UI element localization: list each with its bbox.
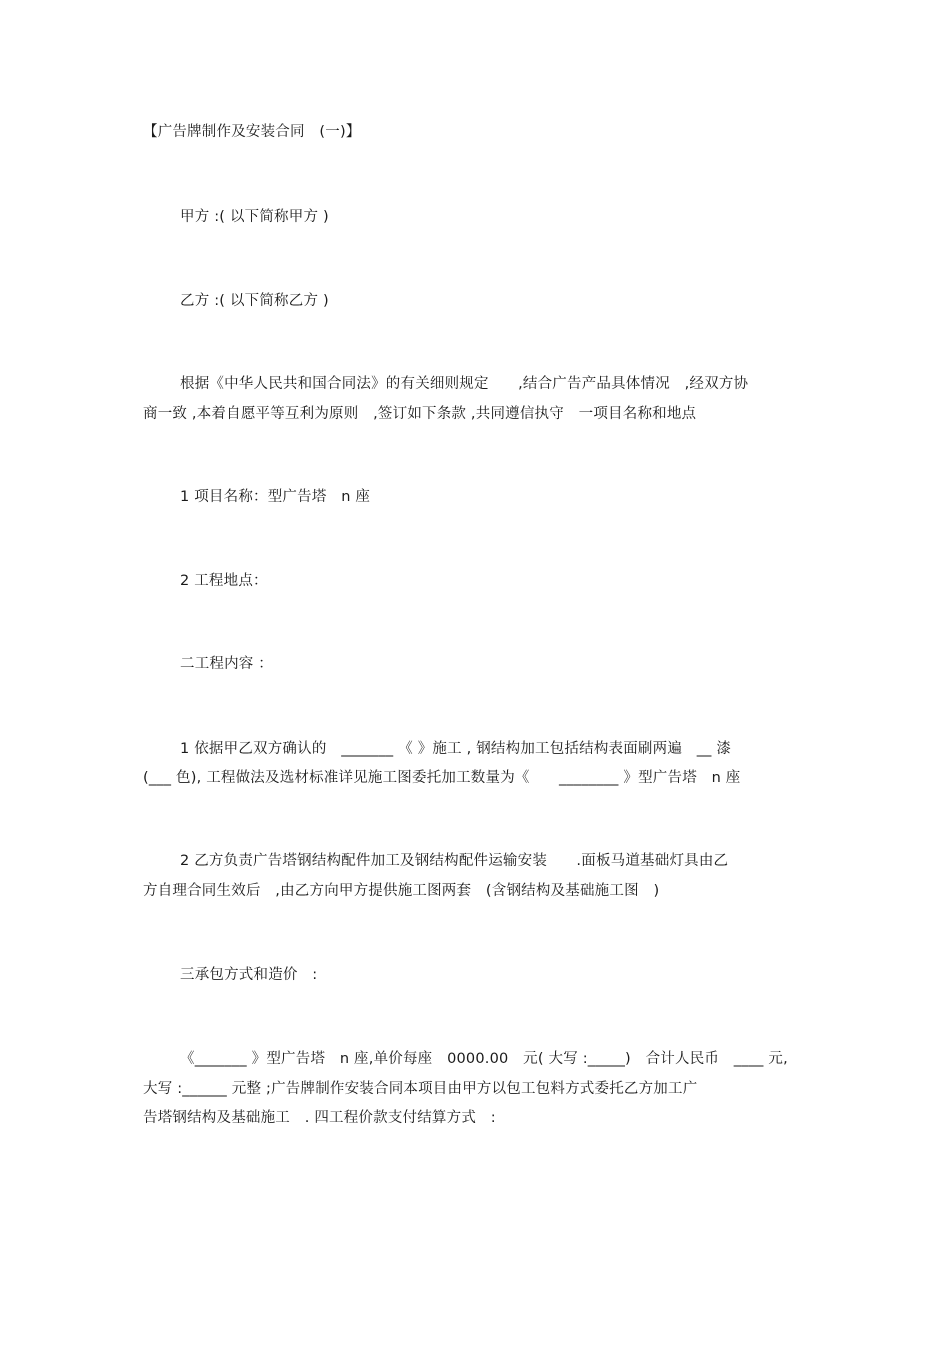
pricing-line-1: 《_______ 》型广告塔 n 座,单价每座 0000.00 元( 大写 :_____) 合计人民币 ____ 元, <box>180 1051 788 1067</box>
preamble-line-2: 商一致 ,本着自愿平等互利为原则 ,签订如下条款 ,共同遵信执守 一项目名称和地点 <box>143 406 697 422</box>
preamble-line-1: 根据《中华人民共和国合同法》的有关细则规定 ,结合广告产品具体情况 ,经双方协 <box>180 376 749 392</box>
pricing-line-3: 告塔钢结构及基础施工 . 四工程价款支付结算方式 : <box>143 1110 496 1126</box>
item-location-line: 2 工程地点： <box>180 573 268 589</box>
party-a-line: 甲方 :( 以下简称甲方 ) <box>180 209 329 225</box>
pricing-line-2: 大写 :______ 元整 ;广告牌制作安装合同本项目由甲方以包工包料方式委托乙方加工广 <box>143 1081 698 1097</box>
section-two-heading: 二工程内容 ： <box>180 656 274 672</box>
clause-one-line-2: (___ 色), 工程做法及选材标准详见施工图委托加工数量为《 ________ 》型广告塔 n 座 <box>143 770 741 786</box>
clause-two-line-1: 2 乙方负责广告塔钢结构配件加工及钢结构配件运输安装 .面板马道基础灯具由乙 <box>180 853 729 869</box>
document-title: 【广告牌制作及安装合同 (一)】 <box>143 124 361 140</box>
clause-two-line-2: 方自理合同生效后 ,由乙方向甲方提供施工图两套 (含钢结构及基础施工图 ) <box>143 883 660 899</box>
item-name-line: 1 项目名称：型广告塔 n 座 <box>180 489 371 505</box>
clause-one-line-1: 1 依据甲乙双方确认的 _______ 《 》施工 , 钢结构加工包括结构表面刷两遍 __ 漆 <box>180 741 732 757</box>
party-b-line: 乙方 :( 以下简称乙方 ) <box>180 293 329 309</box>
section-three-heading: 三承包方式和造价 : <box>180 967 318 983</box>
